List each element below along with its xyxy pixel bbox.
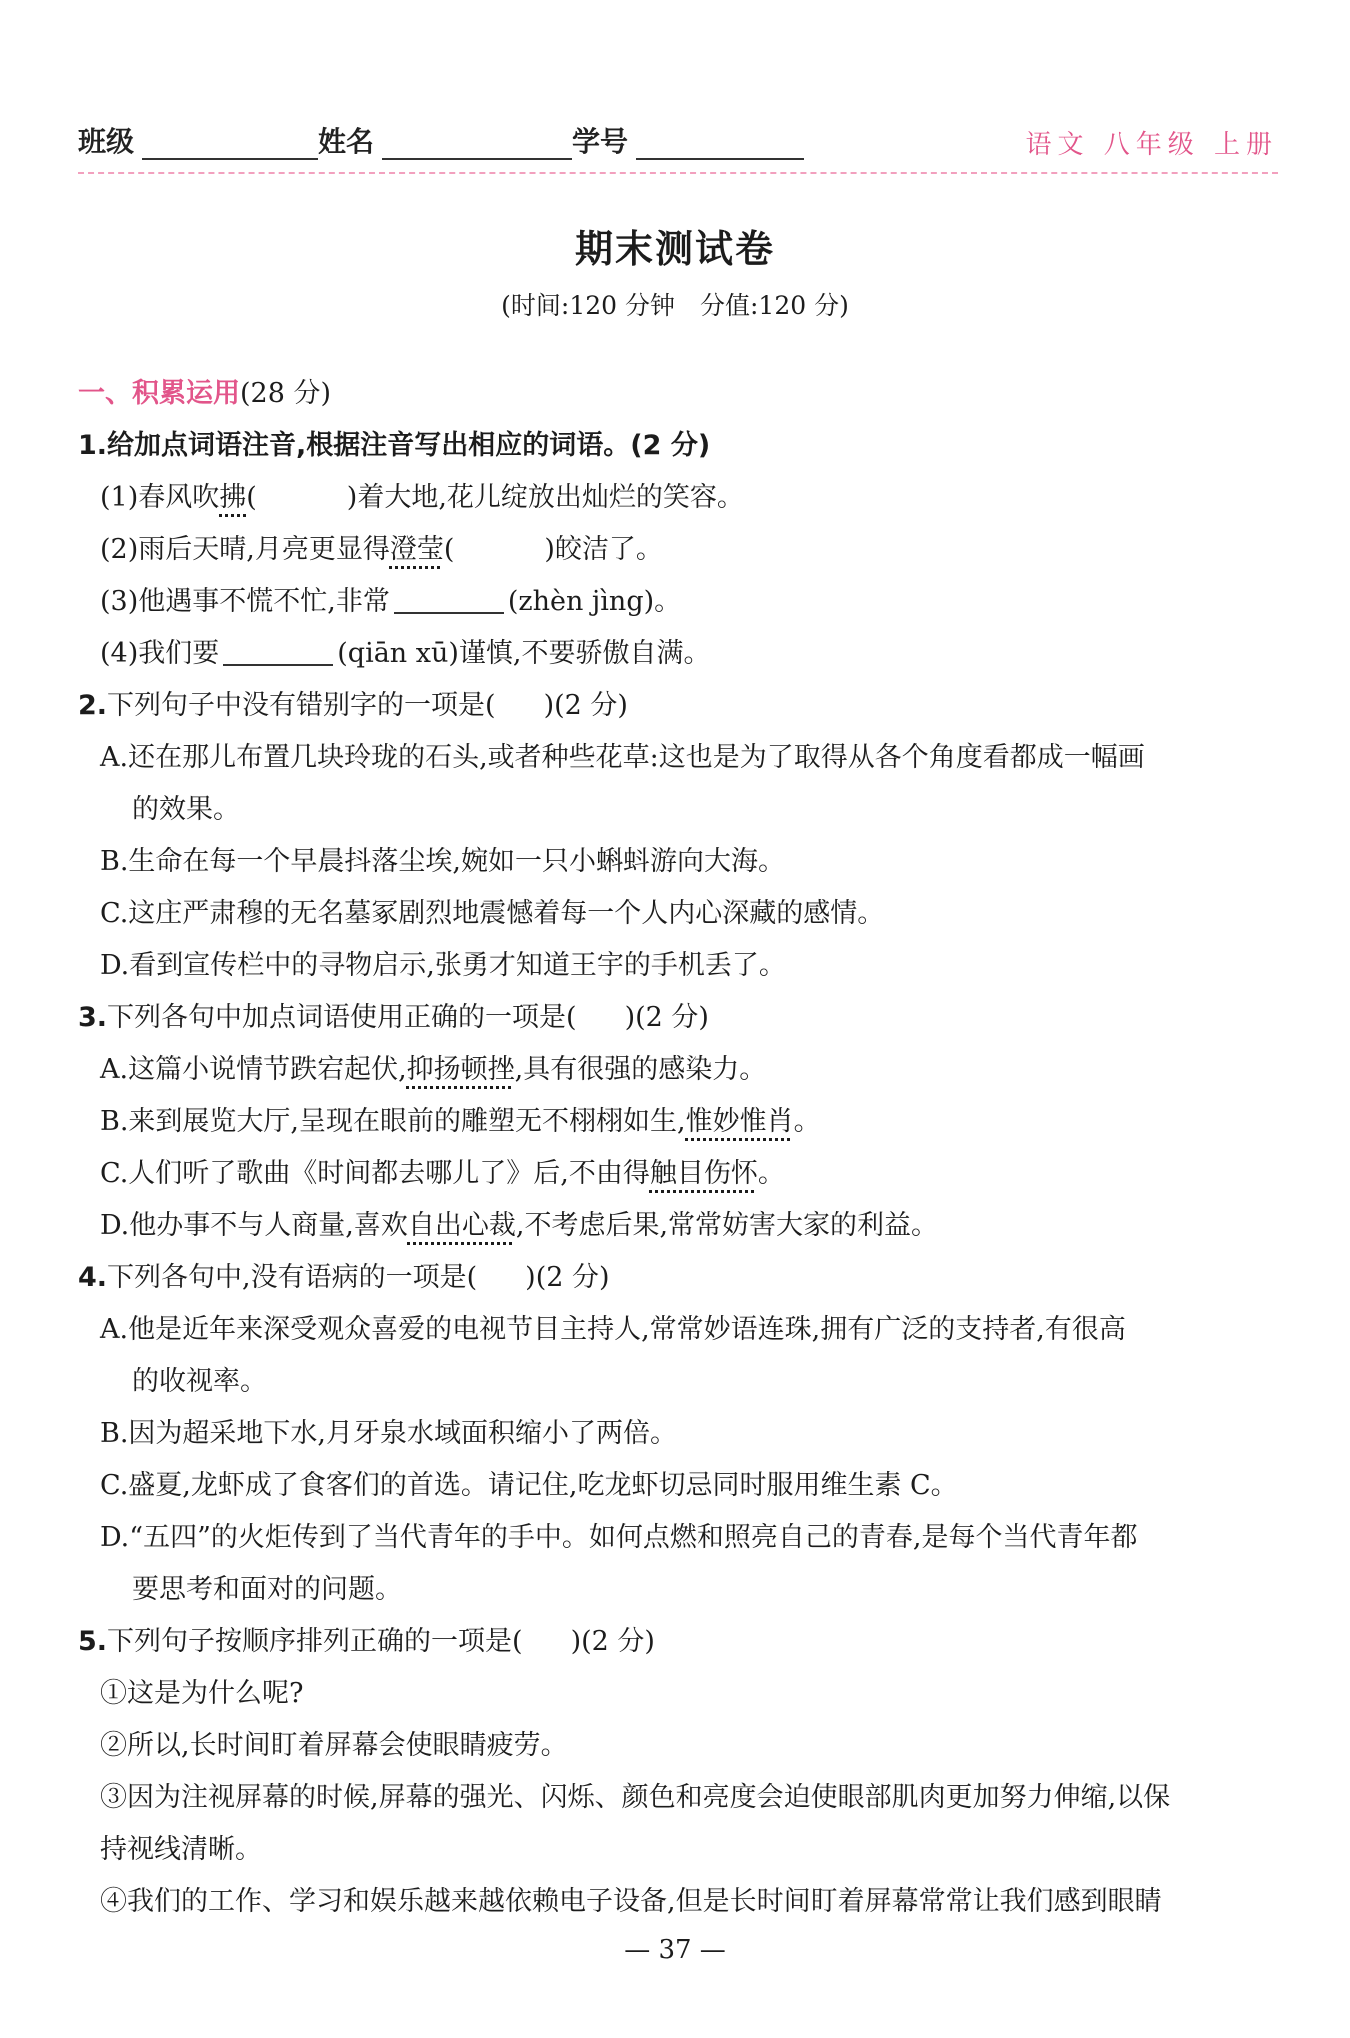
student-id-blank[interactable] <box>636 158 804 160</box>
class-blank[interactable] <box>142 158 318 160</box>
q1-item-1: (1)春风吹拂( )着大地,花儿绽放出灿烂的笑容。 <box>100 482 744 513</box>
q2-option-a-cont: 的效果。 <box>132 794 240 825</box>
q5-sentence-4: ④我们的工作、学习和娱乐越来越依赖电子设备,但是长时间盯着屏幕常常让我们感到眼睛 <box>100 1886 1162 1917</box>
section-heading <box>78 376 331 412</box>
dotted-word: 触目伤怀 <box>649 1158 758 1189</box>
q4-option-d-cont: 要思考和面对的问题。 <box>132 1574 402 1605</box>
header <box>78 120 1278 170</box>
page-number: — 37 — <box>624 1935 726 1965</box>
q5-sentence-2: ②所以,长时间盯着屏幕会使眼睛疲劳。 <box>100 1730 568 1761</box>
q4-option-d: D.“五四”的火炬传到了当代青年的手中。如何点燃和照亮自己的青春,是每个当代青年都 <box>100 1522 1138 1553</box>
question-2-stem: 2.下列句子中没有错别字的一项是( )(2 分) <box>78 690 628 721</box>
dotted-word: 抑扬顿挫 <box>406 1054 515 1085</box>
question-3-stem: 3.下列各句中加点词语使用正确的一项是( )(2 分) <box>78 1002 709 1033</box>
q3-option-a: A.这篇小说情节跌宕起伏,抑扬顿挫,具有很强的感染力。 <box>100 1054 767 1085</box>
q5-sentence-1: ①这是为什么呢? <box>100 1678 304 1709</box>
dotted-word: 澄莹 <box>389 534 444 565</box>
q2-option-b: B.生命在每一个早晨抖落尘埃,婉如一只小蝌蚪游向大海。 <box>100 846 786 877</box>
q4-option-b: B.因为超采地下水,月牙泉水域面积缩小了两倍。 <box>100 1418 678 1449</box>
page-title: 期末测试卷 <box>574 227 775 271</box>
q1-item-2: (2)雨后天晴,月亮更显得澄莹( )皎洁了。 <box>100 534 663 565</box>
section-title: 一、积累运用 <box>78 378 240 409</box>
q4-option-a-cont: 的收视率。 <box>132 1366 267 1397</box>
q5-sentence-3: ③因为注视屏幕的时候,屏幕的强光、闪烁、颜色和亮度会迫使眼部肌肉更加努力伸缩,以保 <box>100 1782 1171 1813</box>
dotted-word: 自出心裁 <box>407 1210 516 1241</box>
question-1-stem: 1.给加点词语注音,根据注音写出相应的词语。(2 分) <box>78 430 711 461</box>
answer-blank[interactable] <box>394 586 504 614</box>
student-id-label: 学号 <box>572 125 629 158</box>
q3-option-b: B.来到展览大厅,呈现在眼前的雕塑无不栩栩如生,惟妙惟肖。 <box>100 1106 821 1137</box>
header-divider <box>78 172 1278 174</box>
subject-grade: 语文 八年级 上册 <box>1025 130 1278 160</box>
section-points: (28 分) <box>240 378 332 409</box>
q2-option-c: C.这庄严肃穆的无名墓冢剧烈地震憾着每一个人内心深藏的感情。 <box>100 898 885 929</box>
question-5-stem: 5.下列句子按顺序排列正确的一项是( )(2 分) <box>78 1626 655 1657</box>
q2-option-d: D.看到宣传栏中的寻物启示,张勇才知道王宇的手机丢了。 <box>100 950 786 981</box>
q1-item-4: (4)我们要 (qiān xū)谨慎,不要骄傲自满。 <box>100 638 711 669</box>
q5-sentence-3-cont: 持视线清晰。 <box>100 1834 262 1865</box>
q3-option-d: D.他办事不与人商量,喜欢自出心裁,不考虑后果,常常妨害大家的利益。 <box>100 1210 939 1241</box>
dotted-word: 惟妙惟肖 <box>685 1106 794 1137</box>
q3-option-c: C.人们听了歌曲《时间都去哪儿了》后,不由得触目伤怀。 <box>100 1158 785 1189</box>
q4-option-a: A.他是近年来深受观众喜爱的电视节目主持人,常常妙语连珠,拥有广泛的支持者,有很高 <box>100 1314 1126 1345</box>
question-4-stem: 4.下列各句中,没有语病的一项是( )(2 分) <box>78 1262 610 1293</box>
q4-option-c: C.盛夏,龙虾成了食客们的首选。请记住,吃龙虾切忌同时服用维生素 C。 <box>100 1470 958 1501</box>
answer-blank[interactable] <box>223 638 333 666</box>
exam-info: (时间:120 分钟 分值:120 分) <box>501 291 849 320</box>
q2-option-a: A.还在那儿布置几块玲珑的石头,或者种些花草:这也是为了取得从各个角度看都成一幅画 <box>100 742 1145 773</box>
q1-item-3: (3)他遇事不慌不忙,非常 (zhèn jìng)。 <box>100 586 682 617</box>
name-blank[interactable] <box>382 158 572 160</box>
class-label: 班级 <box>78 125 135 158</box>
name-label: 姓名 <box>318 125 375 158</box>
dotted-word: 拂 <box>219 482 247 513</box>
